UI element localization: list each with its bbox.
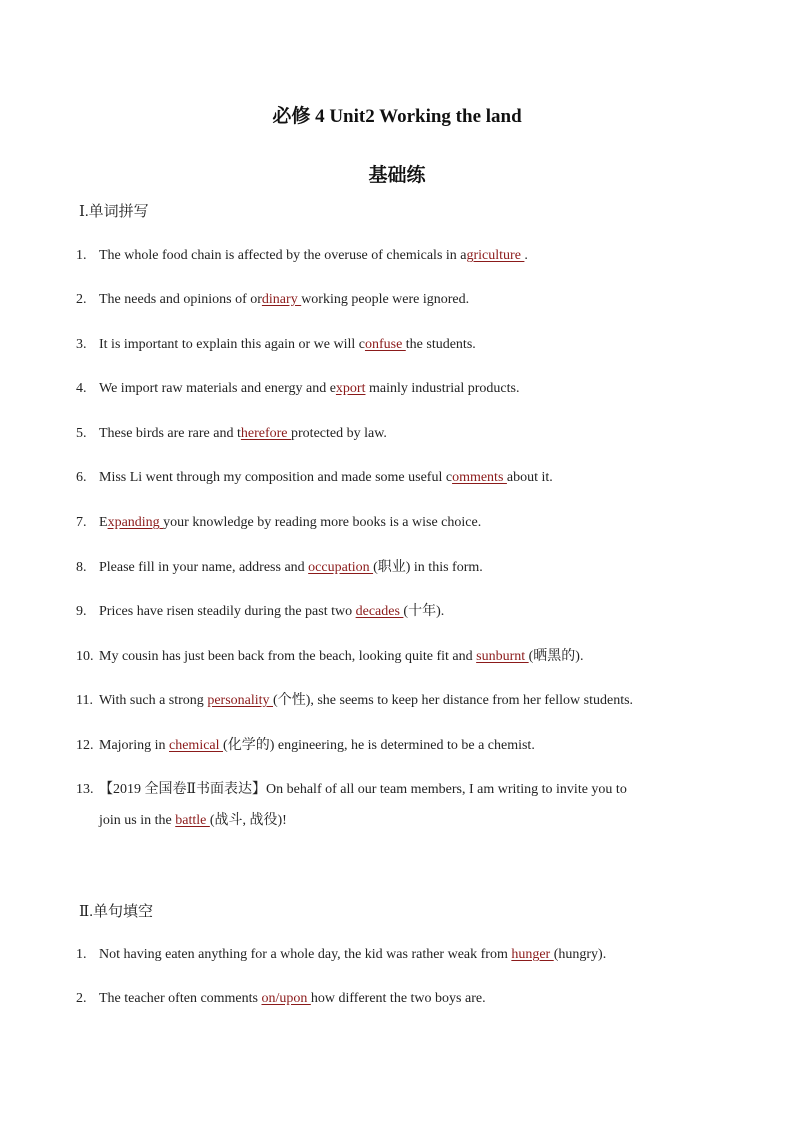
answer-blank: sunburnt [476,649,529,664]
question-text-tail: working people were ignored. [301,292,470,307]
question-item [76,603,726,621]
question-text: Please fill in your name, address and [99,560,309,575]
answer-blank: personality [207,693,274,708]
question-number: 2. [76,292,87,307]
answer-blank: xpanding [107,515,164,530]
question-number: 4. [76,381,87,396]
answer-blank: herefore [240,426,292,441]
question-item [76,291,726,309]
question-number: 5. [76,426,87,441]
question-text-tail: your knowledge by reading more books is a wise choice. [163,515,482,530]
question-number: 6. [76,470,87,485]
question-text-tail: (个性), she seems to keep her distance from her fellow students. [273,693,634,708]
answer-blank: xport [335,381,366,396]
answer-blank: occupation [308,560,374,575]
question-number: 1. [76,248,87,263]
question-number: 10. [76,649,94,664]
question-text: My cousin has just been back from the beach, looking quite fit and [99,649,477,664]
question-item [76,469,726,487]
question-text: Miss Li went through my composition and made some useful c [99,470,453,485]
page-subtitle: 基础练 [368,165,426,186]
question-text-tail: (hungry). [553,947,607,962]
answer-blank: omments [452,470,507,485]
question-item [76,781,726,828]
question-text-tail: the students. [405,337,476,352]
question-number: 2. [76,991,87,1006]
question-text-tail: how different the two boys are. [310,991,486,1006]
question-number: 7. [76,515,87,530]
page-title: 必修 4 Unit2 Working the land [272,106,522,127]
question-text: We import raw materials and energy and e [99,381,336,396]
question-text: Majoring in [99,738,169,753]
question-text: The whole food chain is affected by the overuse of chemicals in a [99,248,467,263]
question-text-tail: (化学的) engineering, he is determined to be a chemist. [223,738,535,753]
question-number: 11. [76,693,93,708]
question-item [76,514,726,532]
question-text: These birds are rare and t [99,426,241,441]
question-item [76,737,726,755]
question-number: 1. [76,947,87,962]
question-text: Prices have risen steadily during the past two [99,604,356,619]
question-text-tail: (晒黑的). [528,649,584,664]
question-text: The needs and opinions of or [99,292,262,307]
question-item [76,559,726,577]
answer-blank: battle [175,813,210,828]
question-text: join us in the [99,813,176,828]
question-text-tail: (战斗, 战役)! [209,813,287,828]
question-text-tail: about it. [506,470,553,485]
answer-blank: decades [355,604,404,619]
question-item [76,692,726,710]
answer-blank: griculture [466,248,525,263]
question-number: 8. [76,560,87,575]
answer-blank: hunger [511,947,554,962]
answer-blank: on/upon [261,991,311,1006]
question-text: With such a strong [99,693,208,708]
question-text-tail: mainly industrial products. [365,381,520,396]
question-number: 13. [76,782,94,797]
question-text-tail: protected by law. [291,426,387,441]
answer-blank: chemical [169,738,224,753]
question-item [76,990,726,1008]
question-number: 3. [76,337,87,352]
question-number: 12. [76,738,94,753]
question-text: It is important to explain this again or we will c [99,337,365,352]
question-item [76,425,726,443]
question-text-tail: . [524,248,528,263]
answer-blank: dinary [261,292,302,307]
question-text: E [99,515,108,530]
question-text: Not having eaten anything for a whole day, the kid was rather weak from [99,947,512,962]
question-text: The teacher often comments [99,991,262,1006]
answer-blank: onfuse [364,337,406,352]
question-item [76,946,726,964]
question-number: 9. [76,604,87,619]
question-text-line2 [99,812,287,830]
question-item [76,648,726,666]
section-heading-spelling: Ⅰ.单词拼写 [79,204,149,220]
question-text: 【2019 全国卷Ⅱ书面表达】On behalf of all our team members, I am writing to invite you to [99,782,627,797]
question-item [76,247,726,265]
question-text-tail: (职业) in this form. [373,560,483,575]
question-item [76,380,726,398]
section-heading-fill-in: Ⅱ.单句填空 [79,904,153,920]
question-item [76,336,726,354]
question-text-tail: (十年). [403,604,445,619]
